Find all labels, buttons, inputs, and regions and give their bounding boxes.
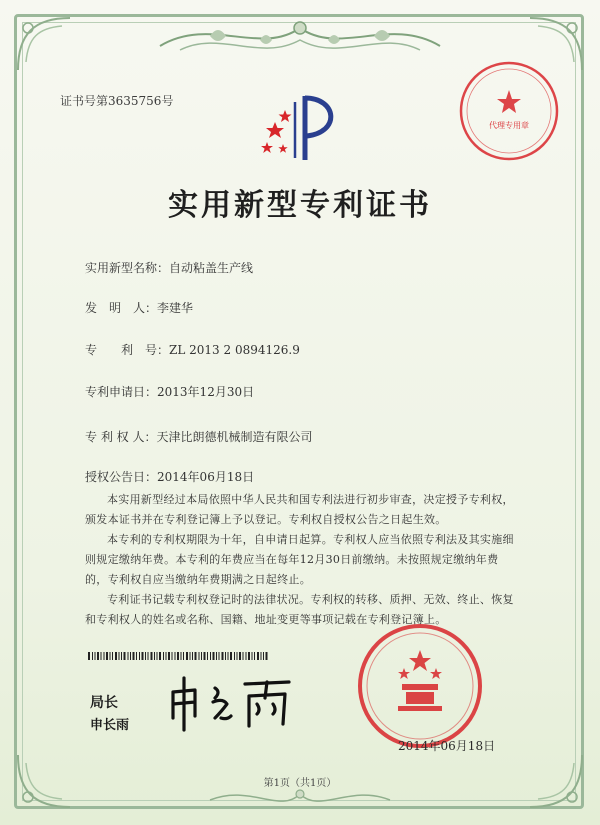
barcode-bar — [239, 652, 241, 660]
barcode-bar — [145, 652, 146, 660]
certificate-body — [85, 490, 517, 630]
barcode-bar — [207, 652, 208, 660]
barcode-bar — [166, 652, 167, 660]
barcode-bar — [243, 652, 244, 660]
field-value: ZL 2013 2 0894126.9 — [169, 343, 300, 357]
barcode-bar — [210, 652, 211, 660]
barcode-bar — [175, 652, 176, 660]
field-value: 2013年12月30日 — [157, 385, 255, 399]
barcode-bar — [228, 652, 229, 660]
barcode-bar — [190, 652, 191, 660]
barcode-bar — [157, 652, 158, 660]
barcode-bar — [195, 652, 197, 660]
director-title: 局长 — [90, 695, 118, 711]
filing-date-row — [85, 383, 254, 400]
barcode-bar — [246, 652, 247, 660]
top-floral-ornament — [150, 6, 450, 66]
barcode-bar — [183, 652, 184, 660]
agency-seal — [456, 58, 562, 164]
barcode-bar — [142, 652, 144, 660]
barcode-bar — [124, 652, 126, 660]
barcode-bar — [130, 652, 131, 660]
field-label: 授权公告日： — [85, 470, 158, 484]
patent-number-row — [85, 341, 300, 358]
seal-date: 2014年06月18日 — [398, 739, 496, 753]
certificate-number: 证书号第3635756号 — [60, 94, 174, 108]
patentee-row — [85, 428, 312, 445]
field-value: 自动粘盖生产线 — [169, 261, 254, 275]
barcode-bar — [222, 652, 224, 660]
director-name: 申长雨 — [90, 718, 130, 733]
grant-date-row — [85, 468, 254, 485]
barcode-bar — [88, 652, 90, 660]
inventor-row — [85, 299, 193, 316]
barcode-bar — [159, 652, 161, 660]
barcode-bar — [199, 652, 200, 660]
utility-model-name-row — [85, 259, 253, 276]
body-paragraph: 本实用新型经过本局依照中华人民共和国专利法进行初步审查，决定授予专利权，颁发本证书并在专利登记簿上予以登记。专利权自授权公告之日起生效。 — [85, 493, 514, 526]
field-label: 实用新型名称： — [85, 261, 170, 275]
field-value: 李建华 — [157, 301, 194, 315]
field-label: 专利申请日： — [85, 385, 158, 399]
barcode-bar — [95, 652, 96, 660]
body-paragraph: 专利证书记载专利权登记时的法律状况。专利权的转移、质押、无效、终止、恢复和专利权人的姓名或名称、国籍、地址变更等事项记载在专利登记簿上。 — [85, 593, 514, 626]
barcode-bar — [186, 652, 188, 660]
barcode — [88, 652, 268, 660]
barcode-bar — [204, 652, 206, 660]
agency-seal-center-text: 代理专用章 — [489, 121, 529, 130]
barcode-bar — [154, 652, 155, 660]
barcode-bar — [230, 652, 232, 660]
barcode-bar — [104, 652, 105, 660]
barcode-bar — [92, 652, 93, 660]
barcode-bar — [261, 652, 262, 660]
patent-office-logo-icon — [255, 88, 345, 168]
field-label: 发 明 人： — [85, 301, 158, 315]
barcode-bar — [213, 652, 215, 660]
barcode-bar — [234, 652, 235, 660]
barcode-bar — [115, 652, 117, 660]
barcode-bar — [225, 652, 226, 660]
barcode-bar — [168, 652, 170, 660]
state-ip-office-seal — [356, 622, 484, 750]
barcode-bar — [181, 652, 182, 660]
barcode-bar — [136, 652, 137, 660]
barcode-bar — [201, 652, 202, 660]
barcode-bar — [163, 652, 164, 660]
barcode-bar — [119, 652, 120, 660]
barcode-bar — [106, 652, 108, 660]
barcode-bar — [148, 652, 149, 660]
barcode-bar — [139, 652, 140, 660]
barcode-bar — [177, 652, 179, 660]
barcode-bar — [192, 652, 193, 660]
barcode-bar — [237, 652, 238, 660]
barcode-bar — [257, 652, 259, 660]
barcode-bar — [97, 652, 99, 660]
barcode-bar — [254, 652, 255, 660]
barcode-bar — [263, 652, 264, 660]
document-title: 实用新型专利证书 — [168, 188, 432, 223]
field-value: 2014年06月18日 — [157, 470, 255, 484]
body-paragraph: 本专利的专利权期限为十年，自申请日起算。专利权人应当依照专利法及其实施细则规定缴纳年费。本专利的年费应当在每年12月30日前缴纳。未按照规定缴纳年费的，专利权自应当缴纳年费期满之日起终止。 — [85, 533, 514, 586]
barcode-bar — [248, 652, 250, 660]
barcode-bar — [216, 652, 217, 660]
field-label: 专 利 号： — [85, 343, 170, 357]
field-value: 天津比朗德机械制造有限公司 — [156, 430, 313, 444]
page-number: 第1页（共1页） — [263, 778, 337, 789]
barcode-bar — [219, 652, 220, 660]
barcode-bar — [128, 652, 129, 660]
barcode-bar — [151, 652, 153, 660]
barcode-bar — [110, 652, 111, 660]
barcode-bar — [252, 652, 253, 660]
barcode-bar — [101, 652, 102, 660]
field-label: 专 利 权 人： — [85, 430, 157, 444]
barcode-bar — [172, 652, 173, 660]
barcode-bar — [266, 652, 268, 660]
barcode-bar — [121, 652, 122, 660]
corner-ornament-top-left — [14, 14, 74, 74]
barcode-bar — [133, 652, 135, 660]
director-signature — [165, 672, 295, 734]
barcode-bar — [112, 652, 113, 660]
